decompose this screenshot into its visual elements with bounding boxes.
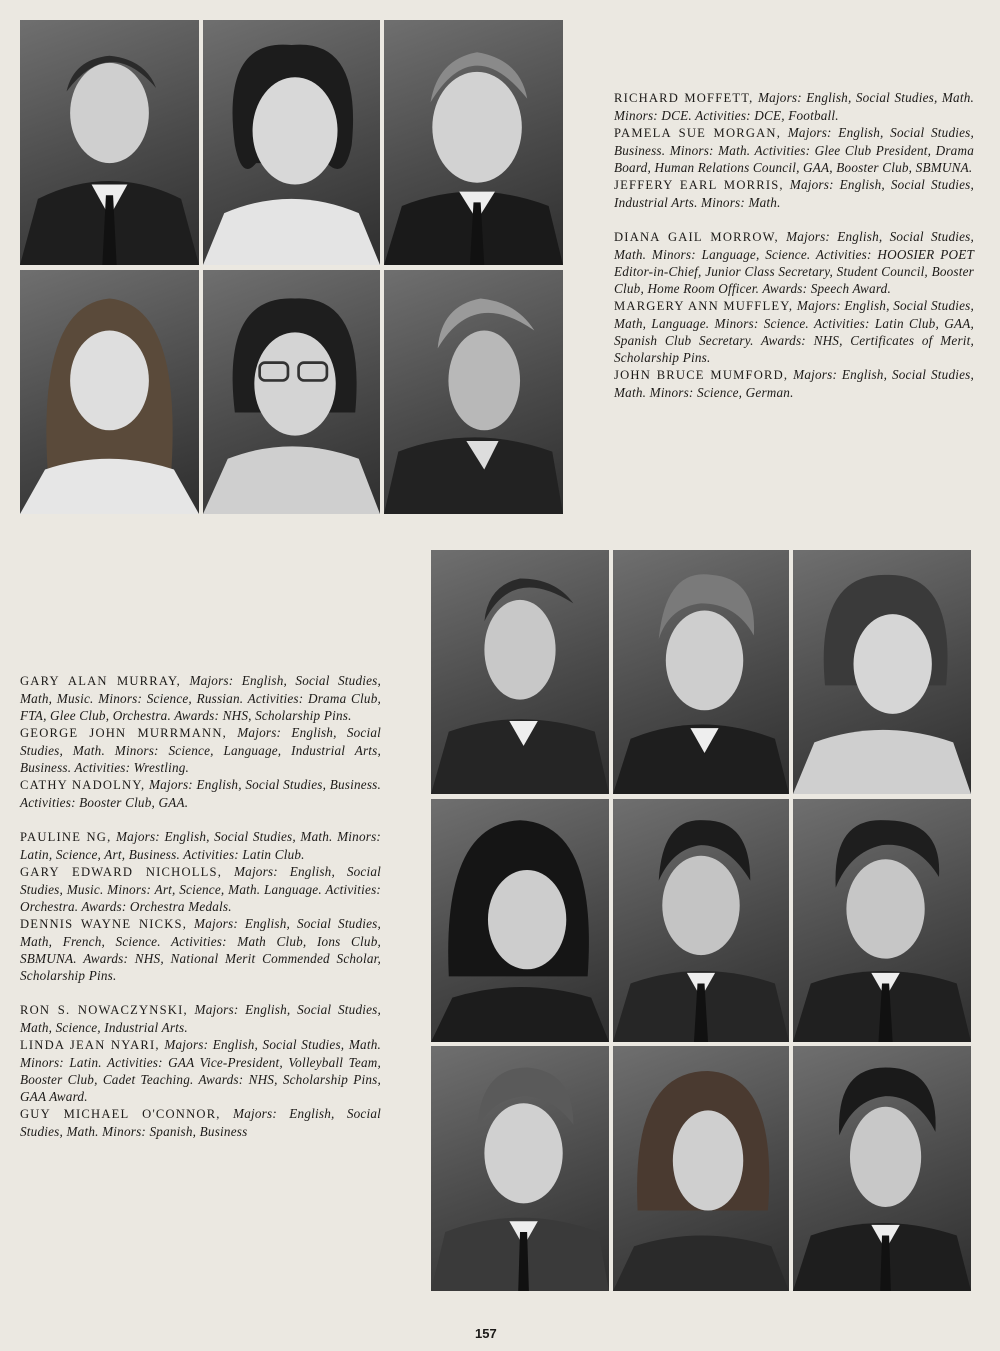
biography-entry: [614, 297, 974, 366]
portrait-photo: [793, 1046, 971, 1291]
biography-entry: [614, 89, 974, 124]
portrait-photo: [793, 550, 971, 794]
student-name: LINDA JEAN NYARI,: [20, 1038, 160, 1052]
portrait-photo: [613, 799, 789, 1042]
bottom-biographies: [20, 672, 381, 1140]
biography-entry: [20, 776, 381, 811]
student-name: PAMELA SUE MORGAN,: [614, 126, 782, 140]
student-details: Majors: English, Social Studies, Math. Minors: DCE. Activities: DCE, Football.: [614, 90, 974, 123]
portrait-photo: [613, 550, 789, 794]
biography-entry: [20, 863, 381, 915]
student-details: Majors: English, Social Studies, Math. Minors: Science, Language, Industrial Arts, Business. Activities: Wrestling.: [20, 725, 381, 775]
student-name: GUY MICHAEL O'CONNOR,: [20, 1107, 221, 1121]
biography-entry: [614, 366, 974, 401]
student-details: Majors: English, Social Studies, Math. Minors: Latin. Activities: GAA Vice-President, Volleyball Team, Booster Club, Cadet Teaching. Awards: NHS, Scholarship Pins, GAA Award.: [20, 1037, 381, 1104]
student-name: GEORGE JOHN MURRMANN,: [20, 726, 227, 740]
biography-entry: [20, 828, 381, 863]
student-name: JOHN BRUCE MUMFORD,: [614, 368, 789, 382]
biography-entry: [614, 176, 974, 211]
student-details: Majors: English, Social Studies, Math, Music. Minors: Science, Russian. Activities: Drama Club, FTA, Glee Club, Orchestra. Awards: NHS, Scholarship Pins.: [20, 673, 382, 723]
biography-entry: [20, 1001, 381, 1036]
top-biographies: [614, 89, 974, 401]
portrait-photo: [613, 1046, 789, 1291]
portrait-photo: [203, 20, 380, 265]
student-name: RICHARD MOFFETT,: [614, 91, 754, 105]
student-details: Majors: English, Social Studies, Business. Minors: Math. Activities: Glee Club President, Drama Board, Human Relations Council, GAA, Booster Club, SBMUNA.: [614, 125, 974, 175]
biography-entry: [614, 228, 974, 297]
biography-entry: [614, 124, 974, 176]
student-name: GARY ALAN MURRAY,: [20, 674, 182, 688]
page-number: 157: [475, 1326, 497, 1341]
student-name: DIANA GAIL MORROW,: [614, 230, 779, 244]
student-details: Majors: English, Social Studies, Math. Minors: Spanish, Business: [20, 1106, 382, 1139]
biography-entry: [20, 724, 381, 776]
student-details: Majors: English, Social Studies, Math, French, Science. Activities: Math Club, Ions Club, SBMUNA. Awards: NHS, National Merit Commended Scholar, Scholarship Pins.: [20, 916, 382, 983]
student-name: PAULINE NG,: [20, 830, 112, 844]
student-details: Majors: English, Social Studies, Math, Science, Industrial Arts.: [20, 1002, 381, 1035]
portrait-photo: [20, 270, 199, 514]
student-name: CATHY NADOLNY,: [20, 778, 146, 792]
biography-entry: [20, 1036, 381, 1105]
student-details: Majors: English, Social Studies, Business. Activities: Booster Club, GAA.: [20, 777, 381, 810]
student-details: Majors: English, Social Studies, Math. Minors: Latin, Science, Art, Business. Activities: Latin Club.: [20, 829, 381, 862]
portrait-photo: [793, 799, 971, 1042]
portrait-photo: [384, 20, 563, 265]
portrait-photo: [431, 799, 609, 1042]
portrait-photo: [20, 20, 199, 265]
student-details: Majors: English, Social Studies, Industrial Arts. Minors: Math.: [614, 177, 975, 210]
portrait-photo: [431, 1046, 609, 1291]
portrait-photo: [431, 550, 609, 794]
biography-entry: [20, 672, 381, 724]
student-name: DENNIS WAYNE NICKS,: [20, 917, 188, 931]
student-details: Majors: English, Social Studies, Music. Minors: Art, Science, Math. Language. Activities: Orchestra. Awards: Orchestra Medals.: [20, 864, 381, 914]
biography-entry: [20, 1105, 381, 1140]
student-details: Majors: English, Social Studies, Math. Minors: Language, Science. Activities: HOOSIER POET Editor-in-Chief, Junior Class Secretary, Student Council, Booster Club, Home Room Officer. Awards: Speech Award.: [614, 229, 974, 296]
biography-entry: [20, 915, 381, 984]
student-name: MARGERY ANN MUFFLEY,: [614, 299, 794, 313]
student-details: Majors: English, Social Studies, Math, Language. Minors: Science. Activities: Latin Club, GAA, Spanish Club Secretary. Awards: NHS, Certificates of Merit, Scholarship Pins.: [614, 298, 974, 365]
portrait-photo: [384, 270, 563, 514]
student-details: Majors: English, Social Studies, Math. Minors: Science, German.: [614, 367, 974, 400]
student-name: GARY EDWARD NICHOLLS,: [20, 865, 223, 879]
portrait-photo: [203, 270, 380, 514]
student-name: RON S. NOWACZYNSKI,: [20, 1003, 188, 1017]
student-name: JEFFERY EARL MORRIS,: [614, 178, 784, 192]
